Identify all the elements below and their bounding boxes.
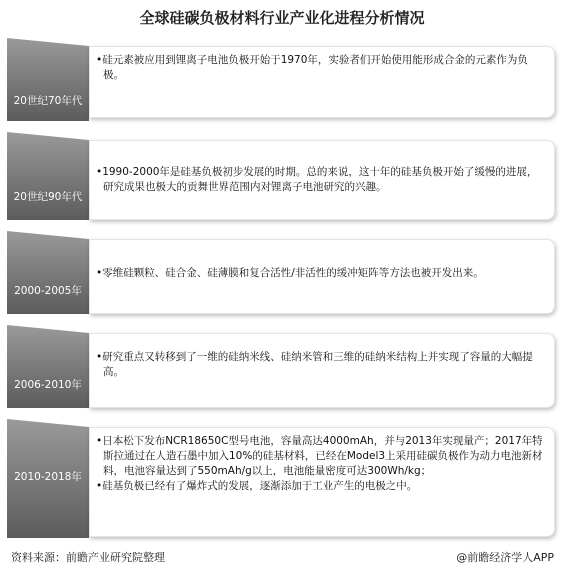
timeline-arrow-4 xyxy=(7,325,89,408)
card-bullet: •硅基负极已经有了爆炸式的发展，逐渐添加于工业产生的电极之中。 xyxy=(96,480,418,492)
timeline-card-1990s xyxy=(89,140,555,220)
era-label-1970s: 20世纪70年代 xyxy=(13,95,83,107)
timeline-arrow-2 xyxy=(7,132,89,220)
card-bullet: •日本松下发布NCR18650C型号电池，容量高达4000mAh，并与2013年实现量产；2017年特斯拉通过在人造石墨中加入10%的硅基材料，已经在Model3上采用硅碳负极作为动力电池新材料，电池容量达到了550mAh/g以上，电池能量密度可达300Wh/kg； xyxy=(96,435,543,477)
era-label-1990s: 20世纪90年代 xyxy=(13,191,83,203)
brand-credit: @前瞻经济学人APP xyxy=(456,551,554,564)
card-bullet: •研究重点又转移到了一维的硅纳米线、硅纳米管和三维的硅纳米结构上并实现了容量的大幅提高。 xyxy=(96,351,533,378)
card-bullet: •硅元素被应用到锂离子电池负极开始于1970年，实验者们开始使用能形成合金的元素作为负极。 xyxy=(96,54,528,81)
card-bullet: •零维硅颗粒、硅合金、硅薄膜和复合活性/非活性的缓冲矩阵等方法也被开发出来。 xyxy=(96,267,484,279)
footer xyxy=(0,548,564,568)
page-title: 全球硅碳负极材料行业产业化进程分析情况 xyxy=(139,9,425,27)
era-label-2010-2018: 2010-2018年 xyxy=(14,471,82,483)
timeline-arrow-3 xyxy=(7,231,89,314)
timeline-arrow-1 xyxy=(7,38,89,121)
timeline-card-2000-2005 xyxy=(89,239,555,314)
card-bullet: •1990-2000年是硅基负极初步发展的时期。总的来说，这十年的硅基负极开始了缓慢的进展，研究成果也极大的贡舞世界范围内对锂离子电池研究的兴趣。 xyxy=(96,166,538,193)
era-label-2000-2005: 2000-2005年 xyxy=(14,285,82,297)
source-note: 资料来源：前瞻产业研究院整理 xyxy=(11,551,165,564)
era-label-2006-2010: 2006-2010年 xyxy=(14,379,82,391)
timeline-card-1970s xyxy=(89,46,555,118)
timeline-card-2010-2018 xyxy=(89,427,555,537)
timeline-rail xyxy=(7,38,89,538)
timeline-card-2006-2010 xyxy=(89,333,555,408)
